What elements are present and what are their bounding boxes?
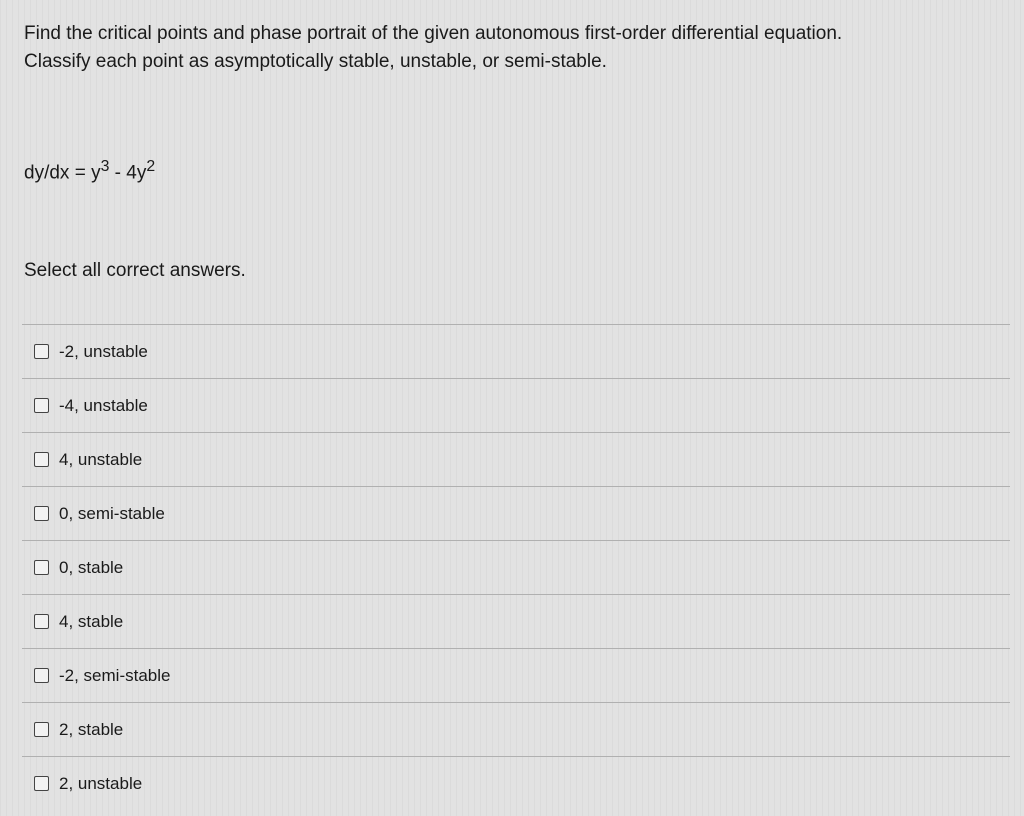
answer-option[interactable] xyxy=(22,648,1010,702)
option-label: 2, unstable xyxy=(59,773,143,793)
answer-options xyxy=(22,324,1010,810)
checkbox[interactable] xyxy=(34,560,49,575)
option-label: 0, semi-stable xyxy=(59,503,165,523)
checkbox[interactable] xyxy=(34,506,49,521)
answer-option[interactable] xyxy=(22,756,1010,810)
exponent-3: 3 xyxy=(100,158,110,175)
question-line-1: Find the critical points and phase portrait of the given autonomous first-order differential equation. xyxy=(24,23,843,44)
option-label: -4, unstable xyxy=(59,395,148,415)
equation-term: - 4y xyxy=(109,162,147,184)
equation xyxy=(24,158,155,184)
instruction: Select all correct answers. xyxy=(24,260,246,281)
option-label: 0, stable xyxy=(59,557,124,577)
checkbox[interactable] xyxy=(34,344,49,359)
checkbox[interactable] xyxy=(34,398,49,413)
option-label: -2, unstable xyxy=(59,341,148,361)
answer-option[interactable] xyxy=(22,486,1010,540)
exponent-2: 2 xyxy=(146,158,156,175)
answer-option[interactable] xyxy=(22,540,1010,594)
checkbox[interactable] xyxy=(34,452,49,467)
question-line-2: Classify each point as asymptotically stable, unstable, or semi-stable. xyxy=(24,51,607,72)
answer-option[interactable] xyxy=(22,432,1010,486)
option-label: 4, stable xyxy=(59,611,124,631)
equation-lhs: dy/dx = y xyxy=(24,162,101,184)
option-label: 2, stable xyxy=(59,719,124,739)
answer-option[interactable] xyxy=(22,324,1010,378)
option-label: -2, semi-stable xyxy=(59,665,171,685)
checkbox[interactable] xyxy=(34,614,49,629)
checkbox[interactable] xyxy=(34,722,49,737)
checkbox[interactable] xyxy=(34,668,49,683)
question-text xyxy=(24,20,842,76)
checkbox[interactable] xyxy=(34,776,49,791)
answer-option[interactable] xyxy=(22,378,1010,432)
answer-option[interactable] xyxy=(22,702,1010,756)
answer-option[interactable] xyxy=(22,594,1010,648)
option-label: 4, unstable xyxy=(59,449,143,469)
